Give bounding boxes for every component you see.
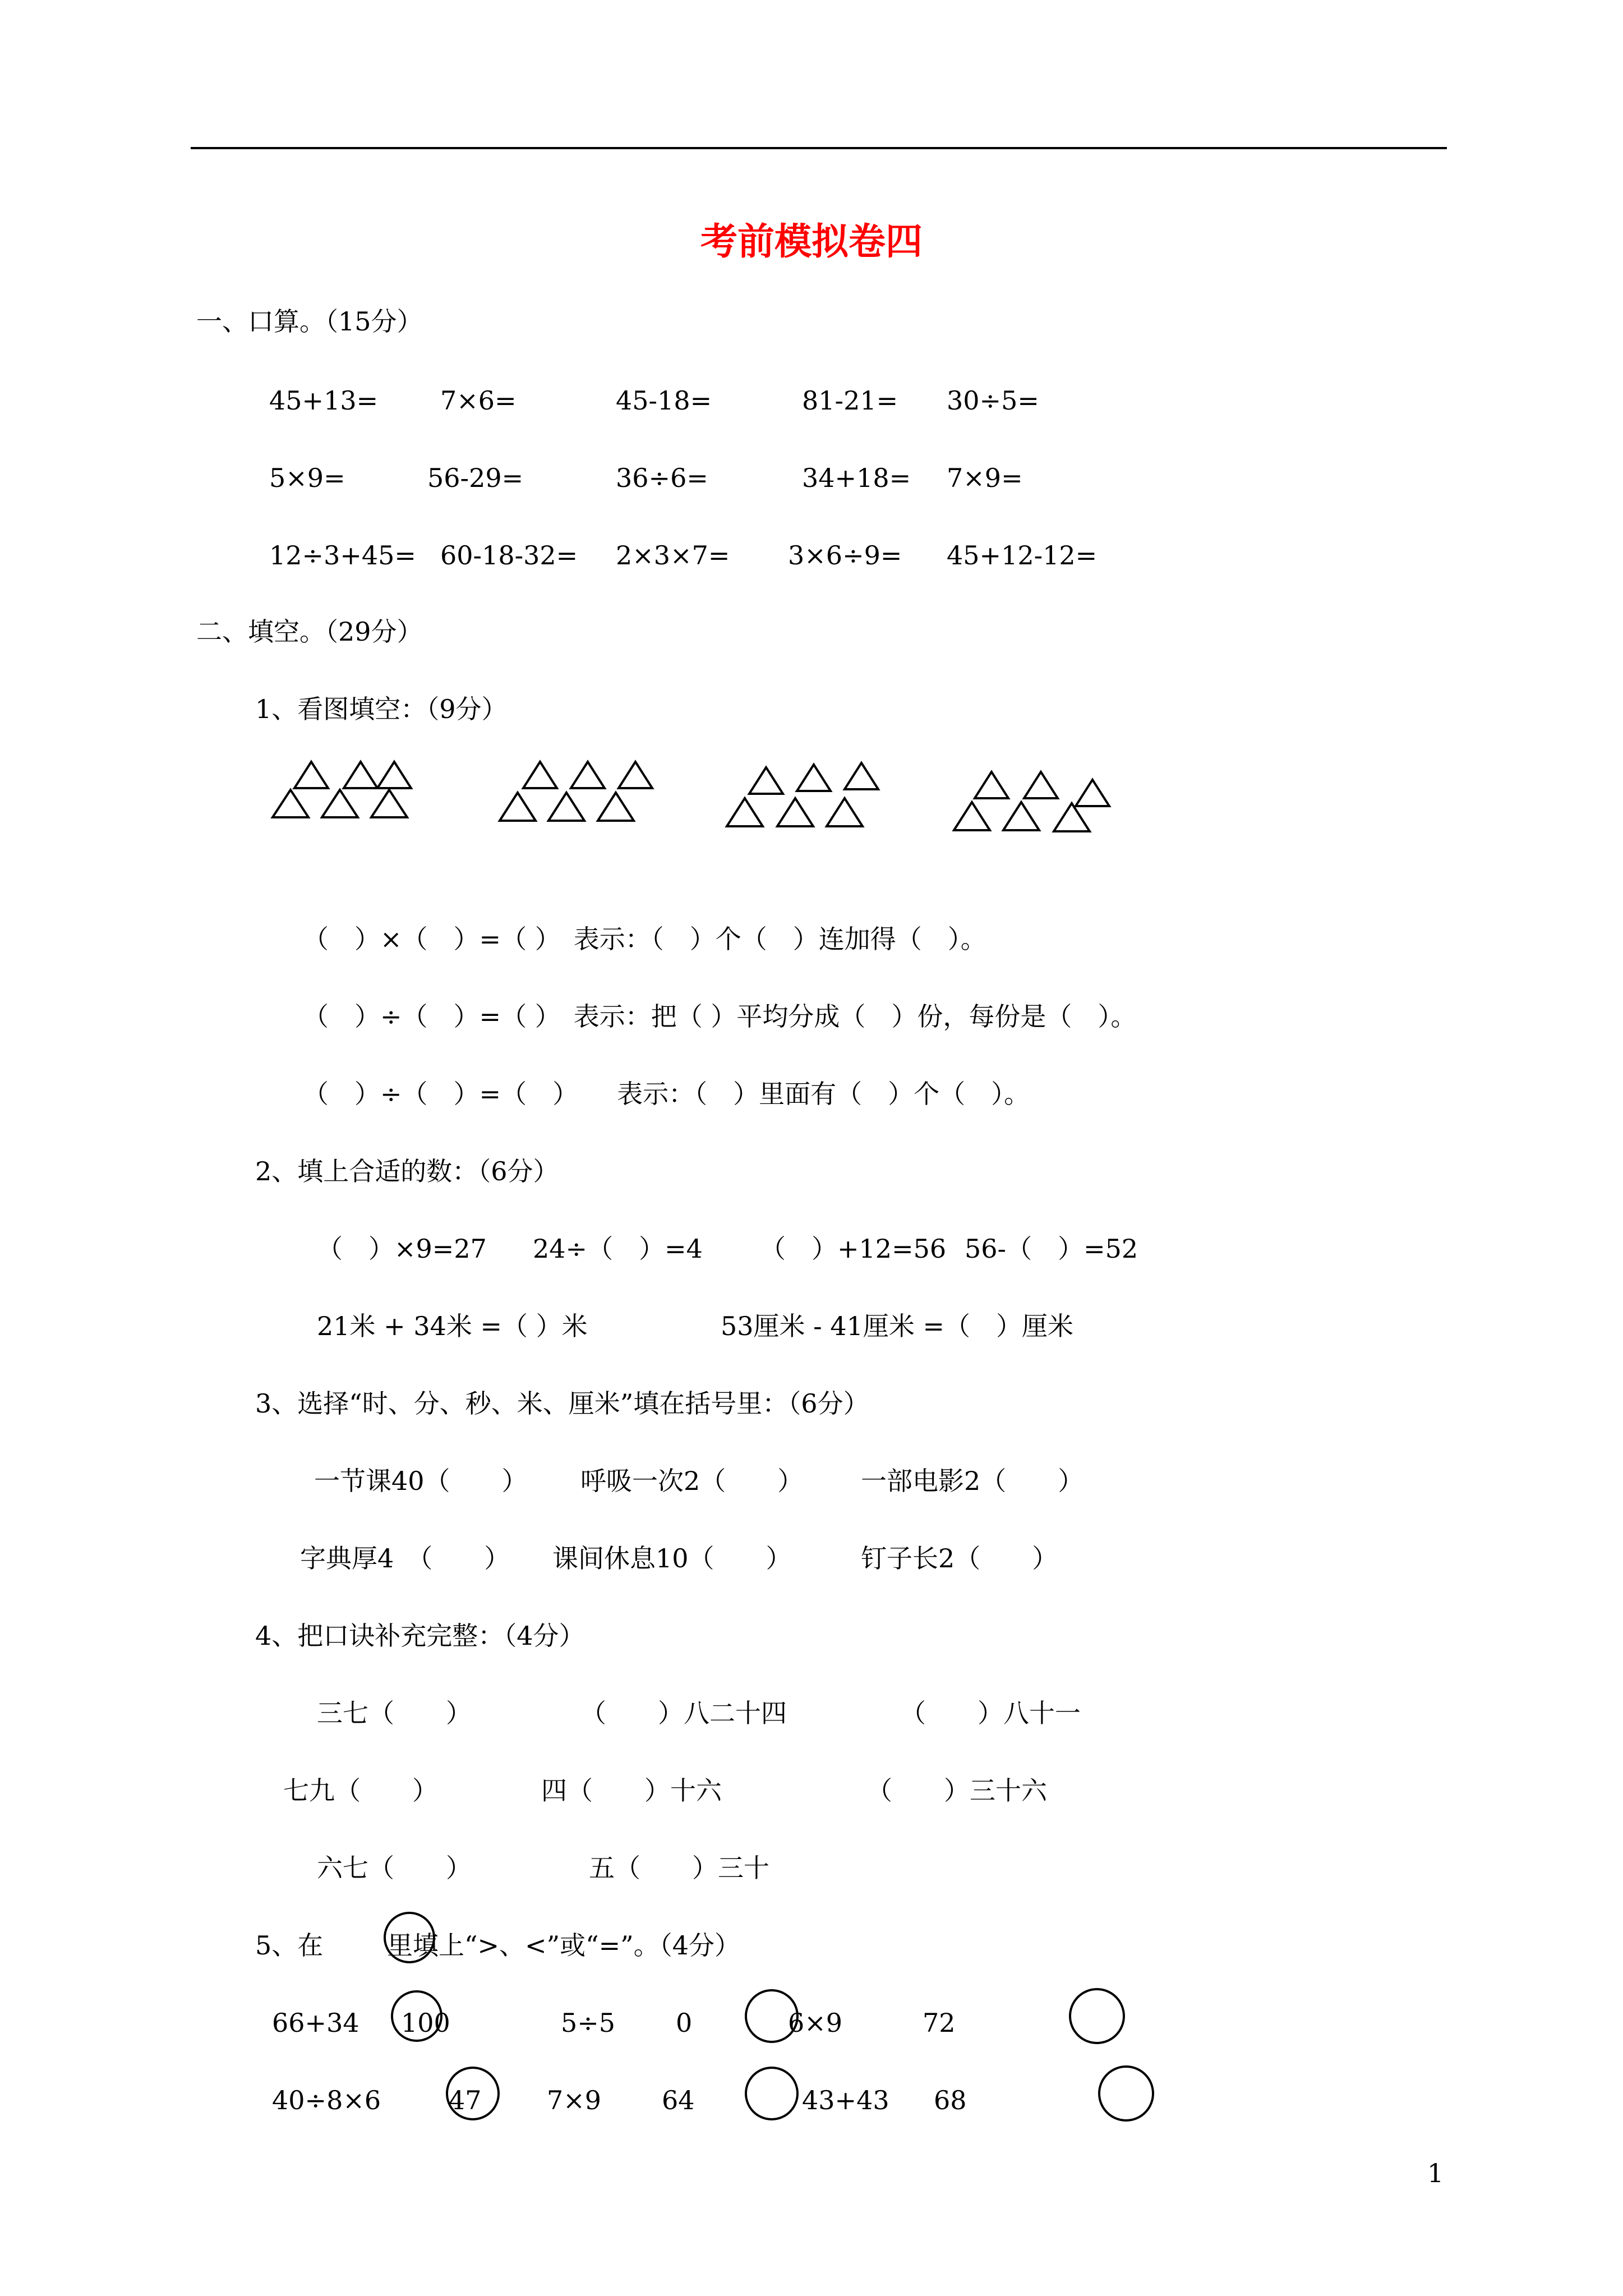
q5-item: 40÷8×6 (272, 2085, 381, 2115)
q2-item: 53厘米 - 41厘米 =（ ）厘米 (721, 1311, 1074, 1341)
q1-line-2: （ ）÷（ ）=（ ） 表示：把（ ）平均分成（ ）份，每份是（ ）。 (303, 1001, 1137, 1032)
triangle-icon (371, 790, 407, 817)
q4-item: 七九（ ） (283, 1775, 438, 1806)
triangle-icon (1024, 772, 1058, 798)
q1-line-3: （ ）÷（ ）=（ ） 表示：（ ）里面有（ ）个（ ）。 (303, 1079, 1030, 1109)
q3-item: 一部电影2（ ） (861, 1466, 1084, 1496)
q2-item: 56-（ ）=52 (965, 1234, 1138, 1264)
q4-heading: 4、把口诀补充完整：（4分） (255, 1621, 585, 1651)
q5-item: 72 (923, 2008, 956, 2038)
triangle-icon (619, 762, 652, 788)
q4-item: （ ）三十六 (866, 1775, 1047, 1806)
q5-item: 100 (401, 2008, 450, 2038)
circle-icon (1070, 1989, 1124, 2043)
q5-item: 6×9 (788, 2008, 843, 2038)
q5-item: 7×9 (547, 2085, 602, 2115)
calc-item: 45+13= (269, 385, 379, 416)
q5-item: 68 (934, 2085, 967, 2115)
calc-item: 3×6÷9= (788, 540, 902, 570)
triangle-icon (344, 762, 377, 788)
q2-item: 21米 + 34米 =（ ）米 (317, 1311, 588, 1341)
triangle-icon (954, 802, 990, 830)
q1-heading: 1、看图填空：（9分） (255, 694, 508, 724)
q2-item: （ ）+12=56 (760, 1234, 947, 1264)
triangle-icon (523, 762, 557, 788)
calc-item: 30÷5= (947, 385, 1039, 416)
triangle-icon (975, 772, 1008, 798)
q4-item: 三七（ ） (317, 1698, 472, 1728)
calc-item: 36÷6= (616, 463, 708, 493)
triangle-icon (571, 762, 605, 788)
triangle-group-1 (273, 762, 411, 817)
q3-heading: 3、选择“时、分、秒、米、厘米”填在括号里：（6分） (255, 1388, 869, 1419)
q2-item: 24÷（ ）=4 (533, 1234, 703, 1264)
triangle-icon (1003, 802, 1039, 830)
triangle-icon (294, 762, 328, 788)
triangle-icon (727, 798, 763, 826)
q3-item: 钉子长2（ ） (861, 1543, 1058, 1573)
page-number: 1 (1427, 2158, 1444, 2188)
triangle-icon (827, 798, 863, 826)
triangle-icon (273, 790, 308, 817)
calc-item: 45+12-12= (947, 540, 1098, 570)
calc-item: 60-18-32= (440, 540, 578, 570)
q5-item: 43+43 (802, 2085, 889, 2115)
q4-item: （ ）八十一 (900, 1698, 1081, 1728)
q5-item: 5÷5 (561, 2008, 616, 2038)
triangle-icon (1054, 803, 1090, 831)
triangle-icon (500, 793, 536, 821)
q5-item: 66+34 (272, 2008, 359, 2038)
calc-item: 45-18= (616, 385, 712, 416)
q4-item: 五（ ）三十 (589, 1853, 769, 1883)
calc-item: 5×9= (269, 463, 345, 493)
q5-heading-end: 里填上“>、<”或“=”。（4分） (387, 1930, 740, 1961)
triangle-icon (797, 765, 831, 791)
triangle-icon (1076, 780, 1109, 806)
calc-item: 34+18= (802, 463, 911, 493)
calc-item: 7×6= (440, 385, 517, 416)
circle-icon (746, 2068, 797, 2119)
triangle-group-2 (500, 762, 652, 821)
triangle-group-4 (954, 772, 1109, 831)
q5-item: 47 (449, 2085, 482, 2115)
triangle-icon (777, 798, 813, 826)
q4-item: 六七（ ） (317, 1853, 472, 1883)
q4-item: 四（ ）十六 (541, 1775, 722, 1806)
q3-item: 课间休息10（ ） (552, 1543, 792, 1573)
q5-item: 0 (676, 2008, 693, 2038)
q3-item: 一节课40（ ） (314, 1466, 528, 1496)
q1-line-1: （ ）×（ ）=（ ） 表示：（ ）个（ ）连加得（ ）。 (303, 924, 986, 954)
triangle-icon (377, 762, 411, 788)
triangle-icon (845, 763, 878, 789)
q3-item: 字典厚4 （ ） (300, 1543, 510, 1573)
calc-item: 7×9= (947, 463, 1023, 493)
triangle-icon (749, 767, 783, 794)
q3-item: 呼吸一次2（ ） (580, 1466, 804, 1496)
q2-heading: 2、填上合适的数：（6分） (255, 1156, 559, 1186)
triangle-icon (548, 793, 584, 821)
triangle-icon (322, 790, 358, 817)
section-2-heading: 二、填空。（29分） (196, 616, 423, 647)
q5-item: 64 (662, 2085, 695, 2115)
calc-item: 12÷3+45= (269, 540, 416, 570)
section-1-heading: 一、口算。（15分） (196, 306, 423, 337)
calc-item: 2×3×7= (616, 540, 730, 570)
q2-item: （ ）×9=27 (317, 1234, 487, 1264)
circle-icon (1099, 2067, 1153, 2120)
triangle-group-3 (727, 763, 878, 826)
calc-item: 81-21= (802, 385, 898, 416)
page-title: 考前模拟卷四 (700, 219, 923, 263)
calc-item: 56-29= (427, 463, 524, 493)
q4-item: （ ）八二十四 (580, 1698, 787, 1728)
q5-heading-start: 5、在 (255, 1930, 324, 1961)
triangle-icon (598, 793, 634, 821)
